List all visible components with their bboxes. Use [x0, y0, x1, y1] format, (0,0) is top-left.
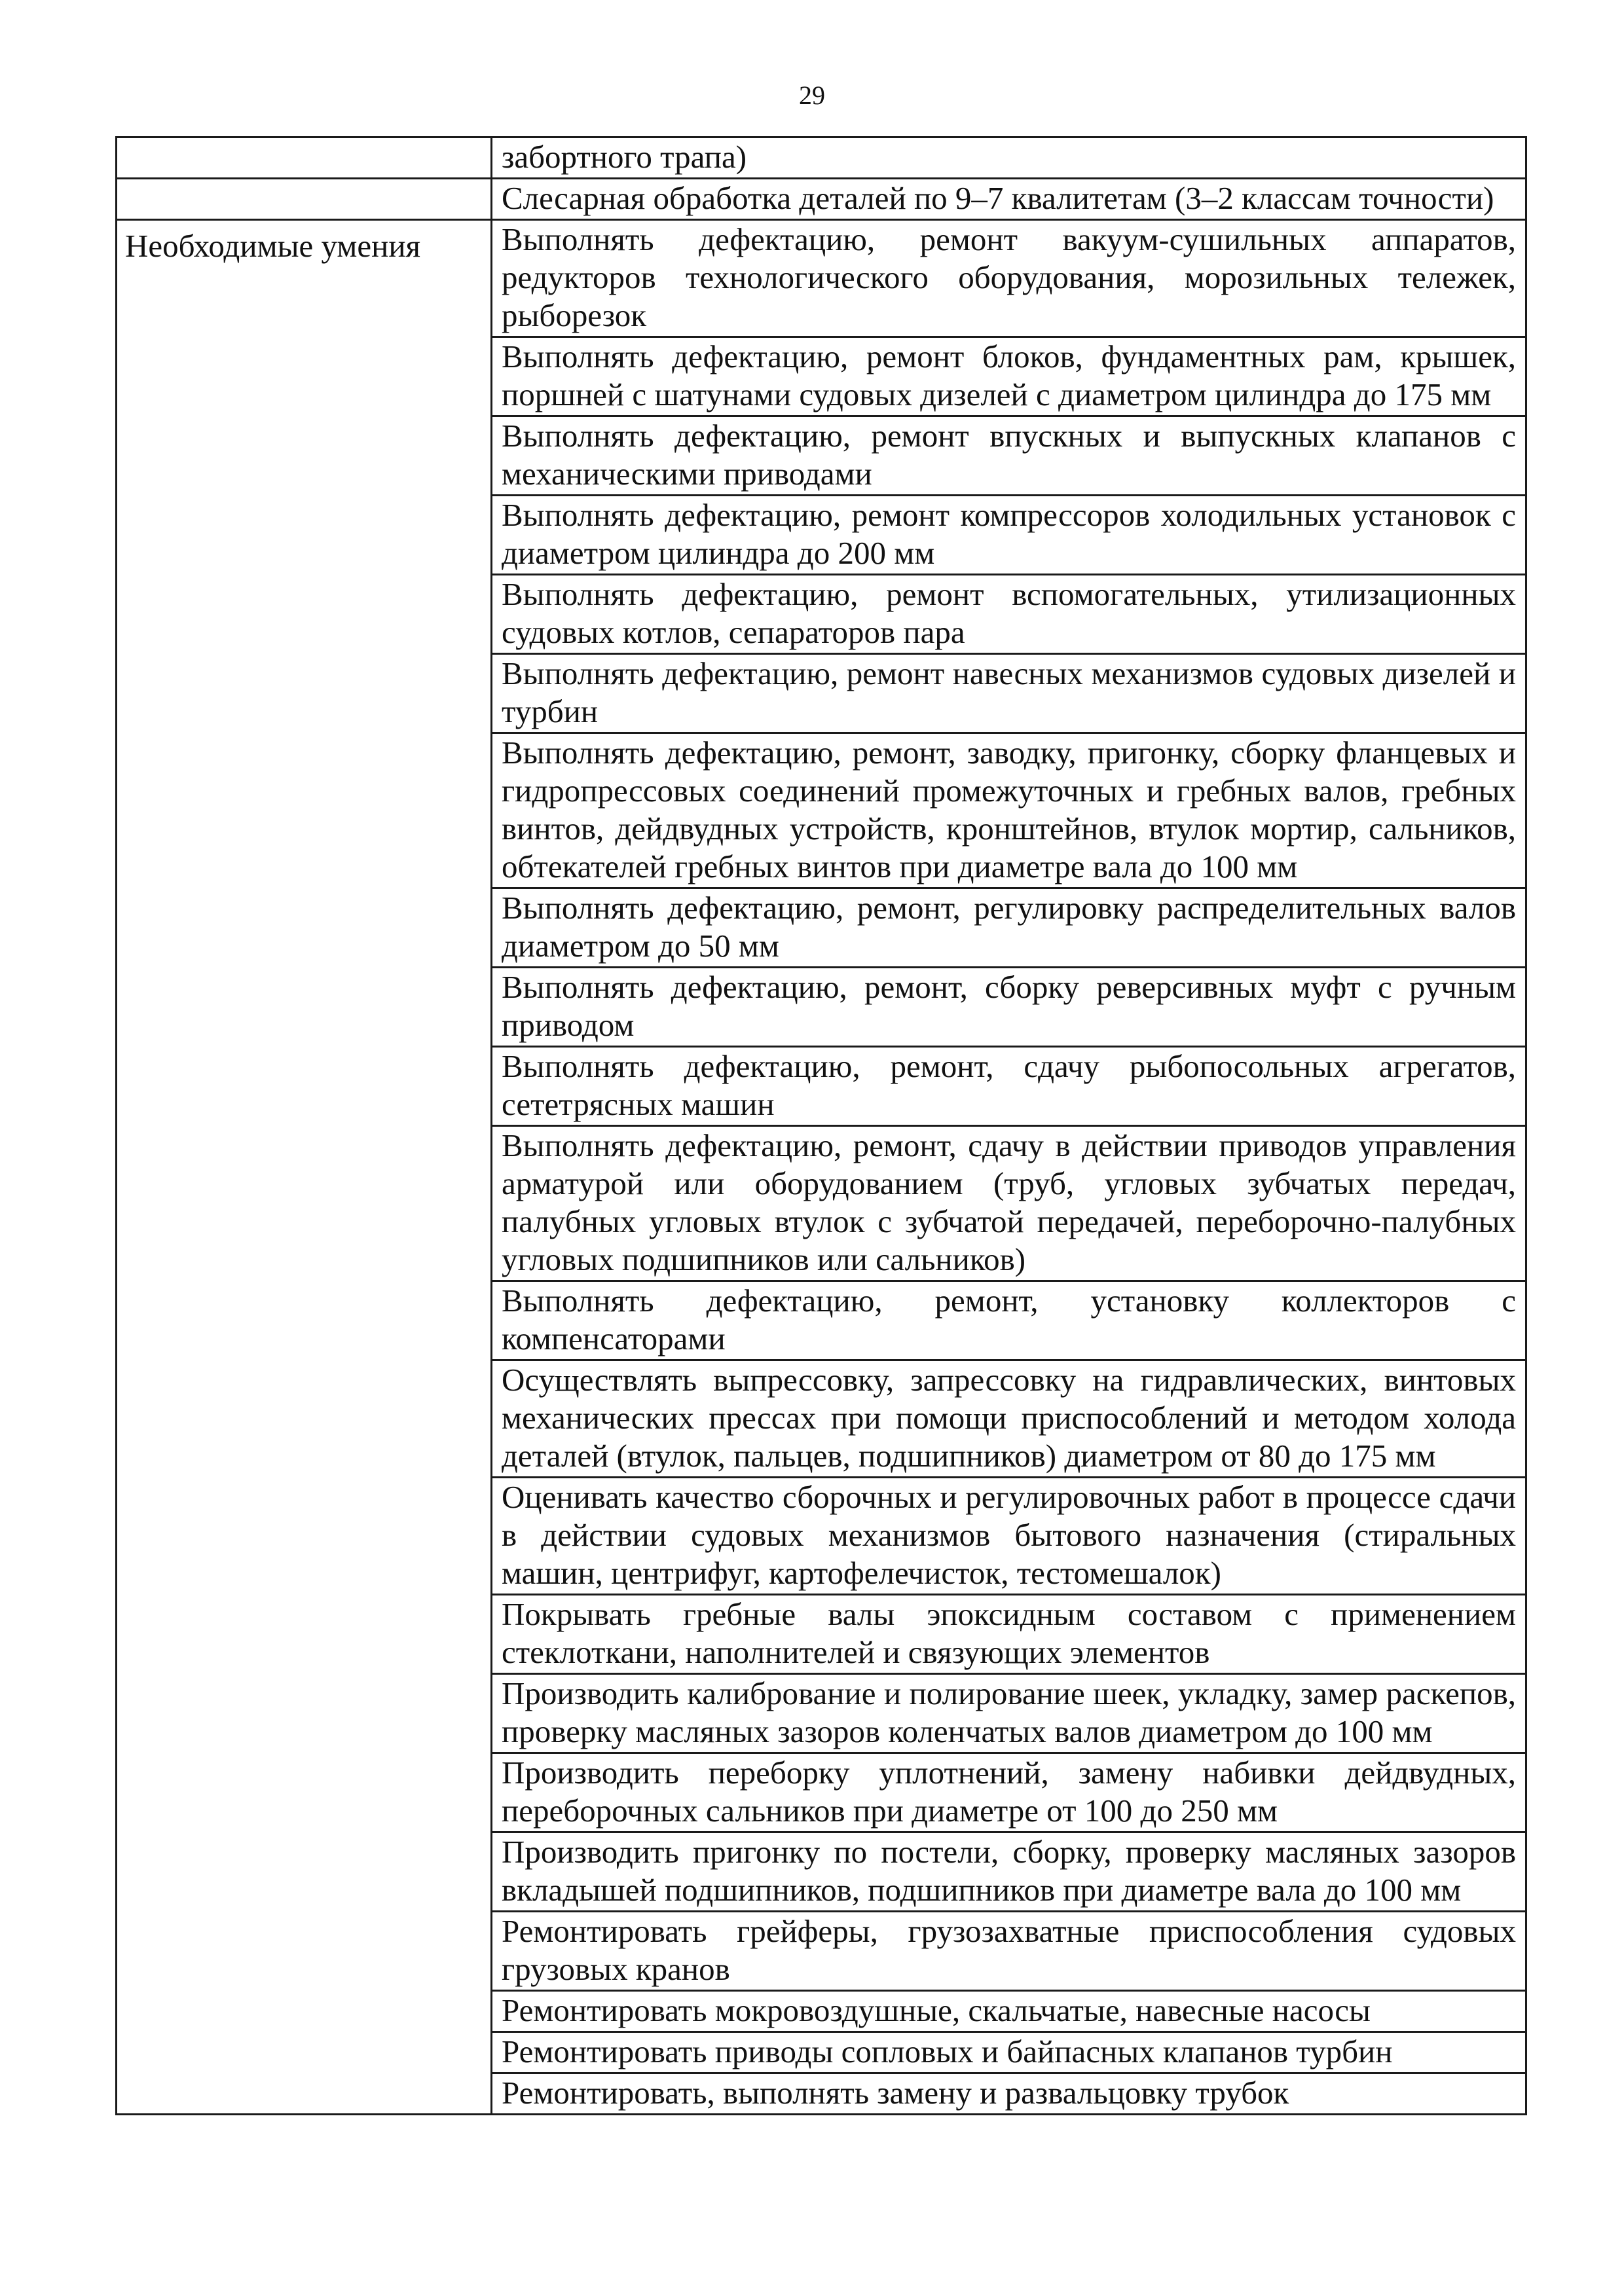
- skill-item: Выполнять дефектацию, ремонт компрессоров холодильных установок с диаметром цилиндра до 200 мм: [492, 496, 1526, 575]
- skill-item: Выполнять дефектацию, ремонт блоков, фундаментных рам, крышек, поршней с шатунами судовых дизелей с диаметром цилиндра до 175 мм: [492, 337, 1526, 416]
- skill-item: Покрывать гребные валы эпоксидным составом с применением стеклоткани, наполнителей и связующих элементов: [492, 1595, 1526, 1674]
- skill-item: Выполнять дефектацию, ремонт, регулировку распределительных валов диаметром до 50 мм: [492, 888, 1526, 968]
- skill-item: Выполнять дефектацию, ремонт, установку коллекторов с компенсаторами: [492, 1281, 1526, 1360]
- skill-item: Ремонтировать приводы сопловых и байпасных клапанов турбин: [492, 2032, 1526, 2073]
- table-row: [117, 179, 1526, 220]
- skill-item: Выполнять дефектацию, ремонт вакуум-сушильных аппаратов, редукторов технологического оборудования, морозильных тележек, рыборезок: [492, 220, 1526, 337]
- skill-item: Выполнять дефектацию, ремонт, сдачу в действии приводов управления арматурой или оборудованием (труб, угловых зубчатых передач, палубных угловых втулок с зубчатой передачей, переборочно-палубных угловых подшипников или сальников): [492, 1126, 1526, 1281]
- section-label: Необходимые умения: [117, 220, 492, 2115]
- skills-table: [115, 136, 1527, 2115]
- table-cell: Слесарная обработка деталей по 9–7 квалитетам (3–2 классам точности): [492, 179, 1526, 220]
- skill-item: Выполнять дефектацию, ремонт впускных и выпускных клапанов с механическими приводами: [492, 416, 1526, 496]
- table-row: [117, 137, 1526, 179]
- skill-item: Выполнять дефектацию, ремонт, сдачу рыбопосольных агрегатов, сететрясных машин: [492, 1047, 1526, 1126]
- skill-item: Производить калибрование и полирование шеек, укладку, замер раскепов, проверку масляных зазоров коленчатых валов диаметром до 100 мм: [492, 1674, 1526, 1753]
- skill-item: Оценивать качество сборочных и регулировочных работ в процессе сдачи в действии судовых механизмов бытового назначения (стиральных машин, центрифуг, картофелечисток, тестомешалок): [492, 1478, 1526, 1595]
- table-row: [117, 220, 1526, 337]
- skill-item: Ремонтировать, выполнять замену и развальцовку трубок: [492, 2073, 1526, 2115]
- empty-label-cell: [117, 137, 492, 179]
- skill-item: Ремонтировать грейферы, грузозахватные приспособления судовых грузовых кранов: [492, 1912, 1526, 1991]
- skill-item: Выполнять дефектацию, ремонт, сборку реверсивных муфт с ручным приводом: [492, 968, 1526, 1047]
- skill-item: Производить переборку уплотнений, замену набивки дейдвудных, переборочных сальников при диаметре от 100 до 250 мм: [492, 1753, 1526, 1832]
- skill-item: Выполнять дефектацию, ремонт вспомогательных, утилизационных судовых котлов, сепараторов пара: [492, 575, 1526, 654]
- skill-item: Ремонтировать мокровоздушные, скальчатые, навесные насосы: [492, 1991, 1526, 2032]
- skill-item: Производить пригонку по постели, сборку, проверку масляных зазоров вкладышей подшипников, подшипников при диаметре вала до 100 мм: [492, 1832, 1526, 1912]
- skill-item: Осуществлять выпрессовку, запрессовку на гидравлических, винтовых механических прессах при помощи приспособлений и методом холода деталей (втулок, пальцев, подшипников) диаметром от 80 до 175 мм: [492, 1360, 1526, 1478]
- skill-item: Выполнять дефектацию, ремонт, заводку, пригонку, сборку фланцевых и гидропрессовых соединений промежуточных и гребных валов, гребных винтов, дейдвудных устройств, кронштейнов, втулок мортир, сальников, обтекателей гребных винтов при диаметре вала до 100 мм: [492, 733, 1526, 888]
- empty-label-cell: [117, 179, 492, 220]
- skill-item: Выполнять дефектацию, ремонт навесных механизмов судовых дизелей и турбин: [492, 654, 1526, 733]
- table-cell: забортного трапа): [492, 137, 1526, 179]
- page-number: 29: [799, 81, 825, 110]
